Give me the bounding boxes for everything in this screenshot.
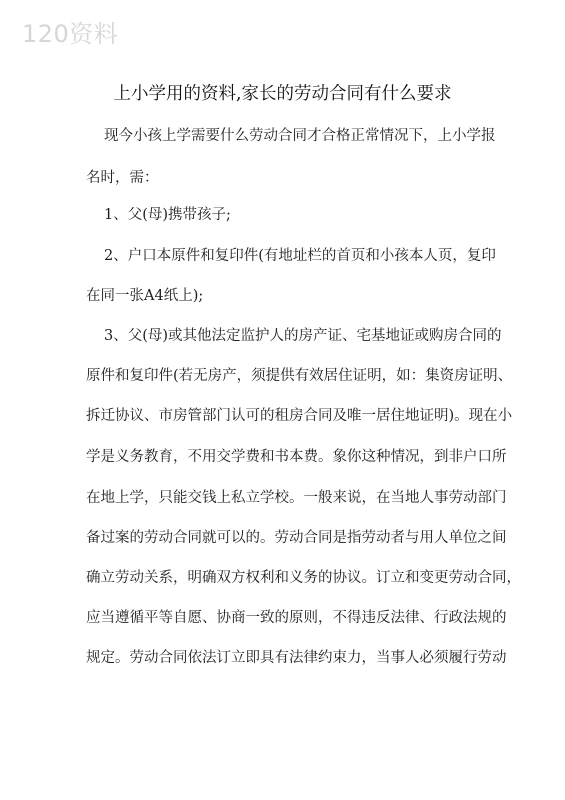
list-item: 3、父(母)或其他法定监护人的房产证、宅基地证或购房合同的 <box>104 328 502 344</box>
paragraph-line: 学是义务教育，不用交学费和书本费。象你这种情况，到非户口所 <box>86 449 507 465</box>
paragraph-line: 应当遵循平等自愿、协商一致的原则，不得违反法律、行政法规的 <box>86 610 507 626</box>
paragraph-line: 原件和复印件(若无房产，须提供有效居住证明，如：集资房证明、 <box>86 368 513 384</box>
list-item: 2、户口本原件和复印件(有地址栏的首页和小孩本人页，复印 <box>104 248 496 264</box>
paragraph-line: 拆迁协议、市房管部门认可的租房合同及唯一居住地证明)。现在小 <box>86 408 513 424</box>
list-item-continued: 在同一张A4纸上); <box>86 288 204 304</box>
paragraph-line: 规定。劳动合同依法订立即具有法律约束力，当事人必须履行劳动 <box>86 650 507 666</box>
paragraph-line: 现今小孩上学需要什么劳动合同才合格正常情况下，上小学报 <box>104 128 496 144</box>
paragraph-line: 在地上学，只能交钱上私立学校。一般来说，在当地人事劳动部门 <box>86 490 507 506</box>
paragraph-line: 备过案的劳动合同就可以的。劳动合同是指劳动者与用人单位之间 <box>86 530 507 546</box>
paragraph-line: 确立劳动关系，明确双方权利和义务的协议。订立和变更劳动合同， <box>86 570 521 586</box>
paragraph-line: 名时，需： <box>86 170 159 186</box>
document-title: 上小学用的资料,家长的劳动合同有什么要求 <box>113 84 452 104</box>
watermark: 120资料 <box>22 20 119 48</box>
list-item: 1、父(母)携带孩子; <box>104 207 231 223</box>
